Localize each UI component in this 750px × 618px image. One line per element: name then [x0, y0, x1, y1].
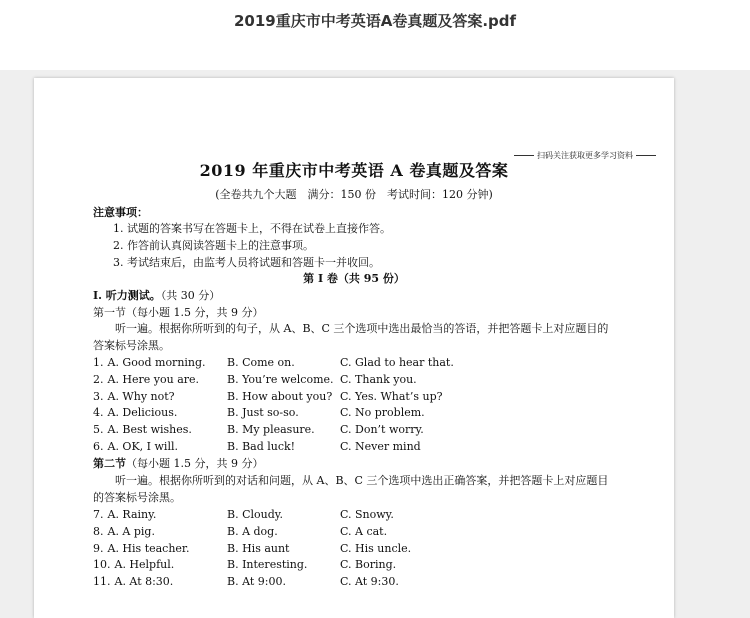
question-option-a [93, 440, 178, 454]
option-c: C. Boring. [340, 558, 397, 572]
option-b: B. Interesting. [227, 558, 308, 572]
option-a: A. Delicious. [107, 406, 178, 420]
option-a: A. Good morning. [107, 356, 206, 369]
section2-instruction-cont: 的答案标号涂黑。 [93, 491, 181, 504]
option-a: A. At 8:30. [114, 575, 174, 589]
option-a: A. A pig. [107, 524, 155, 538]
option-a: A. Rainy. [107, 508, 157, 521]
question-number: 7. [93, 508, 104, 521]
file-title: 2019重庆市中考英语A卷真题及答案.pdf [233, 12, 517, 30]
option-b: B. Bad luck! [227, 440, 296, 453]
question-option-a [93, 390, 175, 404]
option-a: A. OK, I will. [107, 440, 178, 453]
question-option-a [93, 542, 189, 556]
question-option-a [93, 508, 156, 522]
notice-item: 3. 考试结束后，由监考人员将试题和答题卡一并收回。 [113, 256, 380, 269]
question-number: 8. [93, 524, 104, 538]
option-c: C. Glad to hear that. [340, 356, 454, 369]
question-number: 6. [93, 440, 104, 453]
question-option-a [93, 406, 177, 420]
section1-instruction-cont: 答案标号涂黑。 [93, 339, 170, 352]
question-option-a [93, 373, 199, 387]
option-b: B. My pleasure. [227, 423, 315, 437]
viewer-header [0, 0, 750, 70]
option-b: B. Just so-so. [227, 406, 299, 420]
notice-item: 2. 作答前认真阅读答题卡上的注意事项。 [113, 239, 314, 252]
option-b: B. His aunt [227, 541, 290, 555]
section1-instruction: 听一遍。根据你所听到的句子，从 A、B、C 三个选项中选出最恰当的答语，并把答题卡上对应题目的 [115, 322, 609, 335]
notice-heading: 注意事项： [93, 206, 148, 219]
question-number: 4. [93, 406, 104, 420]
section2-heading [93, 457, 263, 471]
document-title: 2019 年重庆市中考英语 A 卷真题及答案 [199, 161, 509, 180]
question-option-a [93, 525, 155, 539]
option-c: C. His uncle. [340, 541, 412, 555]
question-number: 5. [93, 423, 104, 437]
option-c: C. Thank you. [340, 372, 417, 386]
question-number: 2. [93, 372, 104, 386]
volume-title: 第 I 卷（共 95 份） [303, 272, 405, 285]
option-a: A. Helpful. [114, 558, 175, 572]
option-a: A. Here you are. [107, 372, 200, 386]
question-option-a [93, 356, 206, 370]
option-c: C. A cat. [340, 524, 388, 538]
option-c: C. Never mind [340, 440, 421, 453]
option-a: A. His teacher. [107, 541, 190, 555]
part1-heading-rest: （共 30 分） [160, 289, 221, 302]
option-c: C. At 9:30. [340, 575, 399, 589]
question-option-a [93, 575, 173, 589]
option-b: B. You’re welcome. [227, 372, 334, 386]
promo-dash-right [636, 155, 656, 156]
question-number: 3. [93, 389, 104, 403]
part1-heading [93, 289, 220, 303]
question-number: 11. [93, 575, 111, 589]
question-number: 9. [93, 541, 104, 555]
part1-heading-bold: I. 听力测试。 [93, 289, 161, 302]
option-c: C. Snowy. [340, 508, 394, 521]
question-option-a [93, 423, 192, 437]
notice-item: 1. 试题的答案书写在答题卡上，不得在试卷上直接作答。 [113, 222, 391, 235]
option-a: A. Why not? [107, 389, 175, 403]
option-c: C. Yes. What’s up? [340, 389, 443, 403]
option-b: B. Cloudy. [227, 508, 284, 521]
pdf-page [34, 78, 674, 618]
promo-text: 扫码关注获取更多学习资料 [537, 151, 633, 160]
promo-dash-left [514, 155, 534, 156]
section1-heading: 第一节（每小题 1.5 分，共 9 分） [93, 306, 264, 319]
option-b: B. At 9:00. [227, 575, 286, 589]
option-c: C. No problem. [340, 406, 425, 420]
exam-subtitle: (全卷共九个大题 满分：150 份 考试时间：120 分钟) [215, 188, 493, 201]
question-number: 10. [93, 558, 111, 572]
section2-instruction: 听一遍。根据你所听到的对话和问题，从 A、B、C 三个选项中选出正确答案，并把答题卡上对应题目 [115, 474, 609, 487]
section2-heading-bold: 第二节 [93, 457, 126, 470]
section2-heading-rest: （每小题 1.5 分，共 9 分） [126, 457, 264, 470]
option-c: C. Don’t worry. [340, 423, 424, 437]
question-option-a [93, 558, 174, 572]
option-a: A. Best wishes. [107, 423, 192, 437]
option-b: B. Come on. [227, 356, 295, 369]
option-b: B. A dog. [227, 524, 278, 538]
question-number: 1. [93, 356, 104, 369]
option-b: B. How about you? [227, 389, 333, 403]
